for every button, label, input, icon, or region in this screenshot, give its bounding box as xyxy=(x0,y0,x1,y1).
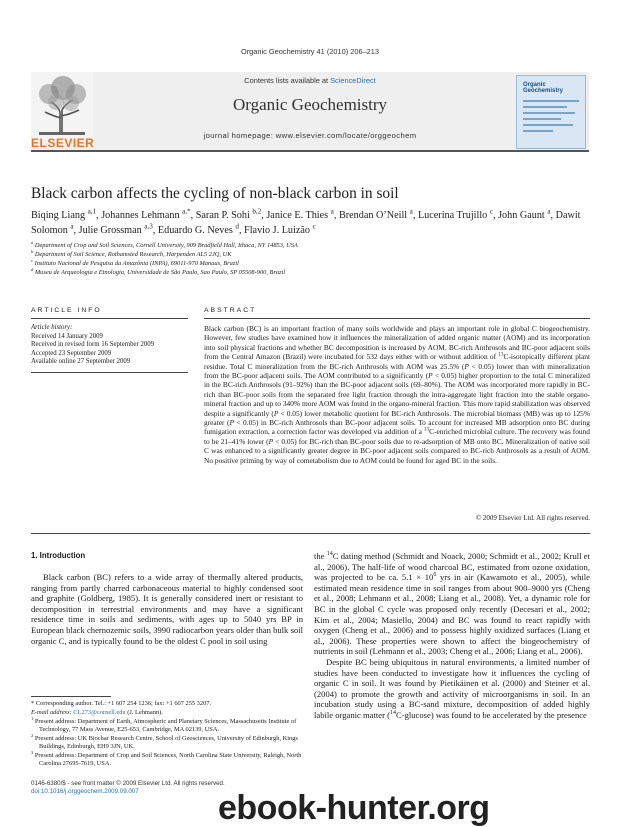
affiliation: $^d$ Museu de Arqueologia e Etnologia, Universidade de São Paulo, Sao Paulo, SP 05508-900, Brazil xyxy=(31,266,286,276)
author-list: Biqing Liang $^{a,1}$, Johannes Lehmann $^{a,*}$, Saran P. Sohi $^{b,2}$, Janice E. Thies $^a$, Brendan O’Neill $^a$, Lucerina Trujillo $^c$, John Gaunt $^a$, Dawit Solomon $^a$, Julie Grossman $^{a,3}$, Eduardo G. Neves $^d$, Flavio J. Luizão $^c$ xyxy=(31,207,581,236)
affiliation: $^c$ Instituto Nacional de Pesquisa da Amazônia (INPA), 69011-970 Manaus, Brazil xyxy=(31,257,239,267)
author-name: Dawit Solomon xyxy=(31,210,581,236)
author-name: Eduardo G. Neves xyxy=(157,225,233,236)
online-date: Available online 27 September 2009 xyxy=(31,358,131,366)
journal-homepage xyxy=(31,131,589,140)
article-info-heading: ARTICLE INFO xyxy=(31,307,102,314)
author-affiliation-marker: d xyxy=(235,222,239,231)
divider xyxy=(31,318,188,319)
introduction-right-column xyxy=(314,551,590,721)
author-name: Saran P. Sohi xyxy=(195,210,250,221)
author-affiliation-marker: c xyxy=(489,207,493,216)
author-name: Biqing Liang xyxy=(31,210,86,221)
homepage-prefix: journal homepage: xyxy=(203,131,276,140)
footnote: * Corresponding author. Tel.: +1 607 254 1236; fax: +1 607 255 3207. xyxy=(31,700,212,707)
revised-date: Received in revised form 16 September 2009 xyxy=(31,341,155,349)
footnote: $^1$ Present address: Department of Earth, Atmospheric and Planetary Sciences, Massachusetts Institute of Technology, 77 Mass Avenue, E25-653, Cambridge, MA 02139, USA. xyxy=(31,715,297,733)
author-name: Brendan O’Neill xyxy=(338,210,408,221)
sciencedirect-link[interactable]: ScienceDirect xyxy=(330,76,376,85)
introduction-paragraph: the $^{14}$C dating method (Schmidt and Noack, 2000; Schmidt et al., 2002; Krull et al., 2006). The half-life of wood charcoal BC, estimated from ozone oxidation, was projected to be ca. $5.1 \times 10^6$ yrs in air (Kawamoto et al., 2005), while estimated mean residence time in soil ranges from about 900–9000 yrs (Cheng et al., 2008; Lehmann et al., 2008; Liang et al., 2008). Yet, a dynamic role for BC in the global C cycle was proposed only recently (Decesari et al., 2002; Kim et al., 2004; Masiello, 2004) and BC was found to react rapidly with oxygen (Cheng et al., 2006) and to possess highly oxidized surfaces (Liang et al., 2006). These properties were shown to affect the biogeochemistry of nutrients in soil (Lehmann et al., 2003; Cheng et al., 2006; Liang et al., 2006). xyxy=(314,551,590,657)
affiliation: $^b$ Department of Soil Science, Rothamsted Research, Harpenden AL5 2JQ, UK xyxy=(31,248,232,258)
abstract-heading: ABSTRACT xyxy=(204,307,257,314)
journal-reference: Organic Geochemistry 41 (2010) 206–213 xyxy=(240,47,380,56)
footnote-list xyxy=(31,700,303,769)
elsevier-wordmark: ELSEVIER xyxy=(31,136,95,150)
divider xyxy=(31,372,188,373)
footnote: E-mail address: CL273@cornell.edu (J. Lehmann). xyxy=(31,709,163,716)
author-name: Flavio J. Luizão xyxy=(244,225,310,236)
author-name: Johannes Lehmann xyxy=(101,210,180,221)
affiliation: $^a$ Department of Crop and Soil Sciences, Cornell University, 909 Bradfield Hall, Ithaca, NY 14853, USA xyxy=(31,239,298,249)
doi-link[interactable]: doi:10.1016/j.orggeochem.2009.09.007 xyxy=(31,788,139,796)
cover-title: Organic Geochemistry xyxy=(523,82,564,94)
author-affiliation-marker: b,2 xyxy=(252,207,262,216)
author-affiliation-marker: a,3 xyxy=(144,222,153,231)
issn-line: 0146-6380/$ - see front matter © 2009 Elsevier Ltd. All rights reserved. xyxy=(31,780,225,787)
article-title: Black carbon affects the cycling of non-black carbon in soil xyxy=(31,185,399,202)
author-name: Lucerina Trujillo xyxy=(417,210,488,221)
affiliation-list xyxy=(31,241,591,277)
author-name: Janice E. Thies xyxy=(266,210,329,221)
copyright-notice: © 2009 Elsevier Ltd. All rights reserved. xyxy=(475,514,590,522)
author-affiliation-marker: a xyxy=(70,222,74,231)
contents-availability xyxy=(31,76,589,85)
introduction-heading: 1. Introduction xyxy=(31,551,86,560)
divider xyxy=(204,318,590,319)
author-affiliation-marker: c xyxy=(312,222,316,231)
divider xyxy=(31,533,590,534)
watermark: ebook-hunter.org xyxy=(218,789,490,827)
abstract-text: Black carbon (BC) is an important fraction of many soils worldwide and plays an important role in global C biogeochemistry. However, few studies have examined how it influences the mineralization of added organic matter (AOM) and its incorporation into soil physical fractions and whether BC decomposition is increased by AOM. BC-rich Anthrosols and BC-poor adjacent soils from the Central Amazon (Brazil) were incubated for 532 days either with or without addition of $^{13}$C-isotopically different plant residue. Total C mineralization from the BC-rich Anthrosols with AOM was 25.5% (P < 0.05) lower than with mineralization from the BC-poor adjacent soils. The AOM contributed to a significantly (P < 0.05) higher proportion to the total C mineralized in the BC-rich Anthrosols (91–92%) than the BC-poor adjacent soils (69–80%). The AOM was incorporated more rapidly in BC-rich than BC-poor soils from the separated free light fraction through the intra-aggregate light fraction into the stable organo-mineral fraction and up to 340% more AOM was found in the organo-mineral fraction. This more rapid stabilization was observed despite a significantly (P < 0.05) lower metabolic quotient for BC-rich Anthrosols. The microbial biomass (MB) was up to 125% greater (P < 0.05) in BC-rich Anthrosols than BC-poor adjacent soils. To account for increased MB adsorption onto BC during fumigation extraction, a correction factor was developed via addition of a $^{13}$C-enriched microbial culture. The recovery was found to be 21–41% lower (P < 0.05) for BC-rich than BC-poor soils due to re-adsorption of MB onto BC. Mineralization of native soil C was enhanced to a significantly greater degree in BC-poor adjacent soils compared to BC-rich Anthrosols as a result of AOM. No positive priming by way of cometabolism due to AOM could be found for aged BC in the soils. xyxy=(204,324,591,465)
author-affiliation-marker: a,* xyxy=(182,207,191,216)
author-name: John Gaunt xyxy=(498,210,545,221)
accepted-date: Accepted 23 September 2009 xyxy=(31,349,112,357)
article-history xyxy=(31,324,188,367)
journal-masthead xyxy=(31,72,589,152)
introduction-left-column: Black carbon (BC) refers to a wide array of thermally altered products, ranging from partly charred carbonaceous material to highly condensed soot and graphite (Goldberg, 1985). It is generally considered inert or resistant to decomposition in terrestrial environments and may have a significant residence time in soils and sediments, with ages up to 5040 yrs BP in European black chernozemic soils, 3990 radiocarbon years older than bulk soil organic C, and is typically found to be the oldest C pool in soil using xyxy=(31,572,303,646)
received-date: Received 14 January 2009 xyxy=(31,332,103,340)
history-label: Article history: xyxy=(31,324,73,331)
author-affiliation-marker: a xyxy=(330,207,334,216)
homepage-link[interactable]: www.elsevier.com/locate/orggeochem xyxy=(275,131,417,140)
author-affiliation-marker: a,1 xyxy=(87,207,97,216)
author-affiliation-marker: a xyxy=(409,207,413,216)
footnote: $^2$ Present address: UK Biochar Research Centre, School of Geosciences, University of Edinburgh, Kings Buildings, Edinburgh, EH9 3JN, UK. xyxy=(31,732,298,750)
footnote-divider xyxy=(31,696,111,697)
journal-name: Organic Geochemistry xyxy=(232,95,388,114)
author-name: Julie Grossman xyxy=(78,225,142,236)
author-affiliation-marker: a xyxy=(547,207,551,216)
journal-cover-thumbnail xyxy=(516,75,586,149)
footnote: $^3$ Present address: Department of Crop and Soil Sciences, North Carolina State University, Raleigh, North Carolina 27695-7619, USA. xyxy=(31,749,302,767)
introduction-paragraph: Despite BC being ubiquitous in natural environments, a limited number of studies have been conducted to investigate how it influences the cycling of organic C in soil. It was found by Pietikäinen et al. (2000) and Steiner et al. (2004) to promote the growth and activity of microorganisms in soil. In an incubation study using a BC-sand mixture, decomposition of added highly labile organic matter ($^{14}$C-glucose) was found to be accelerated by the presence xyxy=(314,656,590,720)
contents-prefix: Contents lists available at xyxy=(244,76,331,85)
